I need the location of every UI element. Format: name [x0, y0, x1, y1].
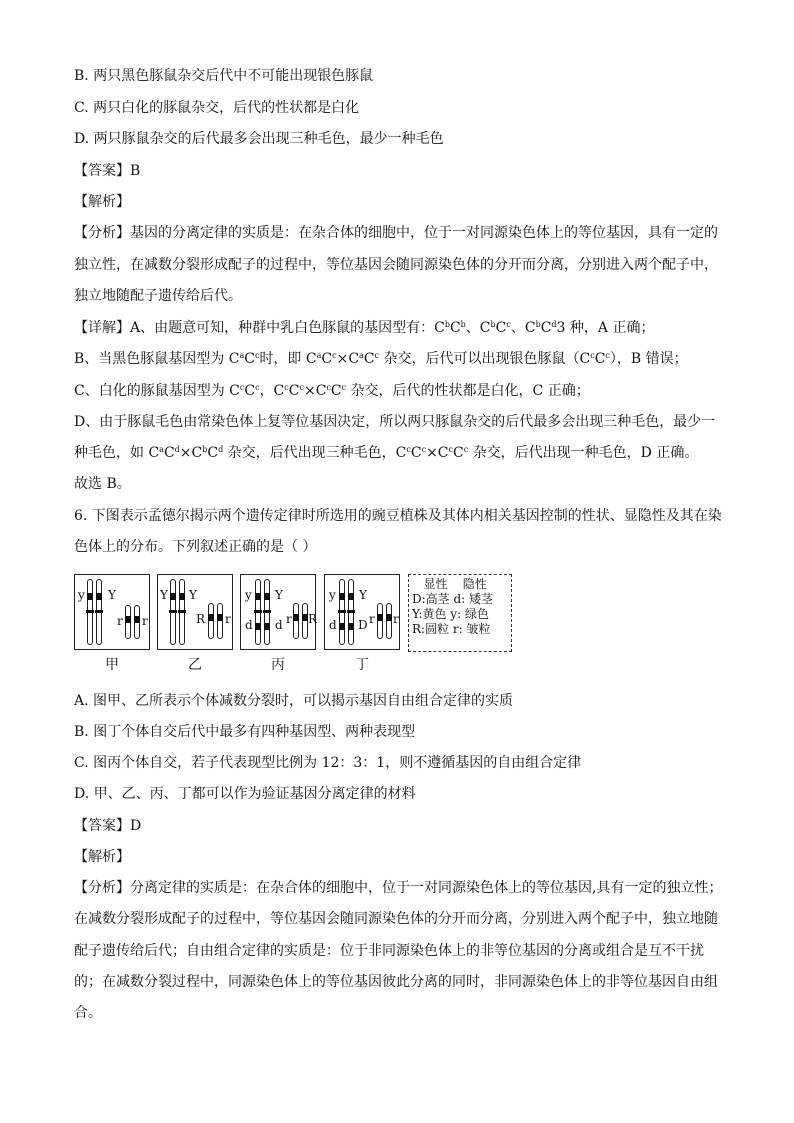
q6-option-c: C. 图丙个体自交，若子代表现型比例为 12：3：1，则不遵循基因的自由组合定律 [74, 755, 582, 771]
legend-dominant-header: 显性 [423, 577, 448, 591]
legend-row-y: Y:黄色 y: 绿色 [412, 607, 489, 621]
panel-yi: Y Y R r [157, 574, 233, 650]
q5-fenxi-line3: 独立地随配子遗传给后代。 [74, 288, 242, 304]
q6-option-b: B. 图丁个体自交后代中最多有四种基因型、两种表现型 [74, 724, 416, 740]
legend-header [412, 577, 511, 592]
q6-fenxi-line1: 【分析】分离定律的实质是：在杂合体的细胞中，位于一对同源染色体上的等位基因,具有一定的独立性； [74, 880, 723, 896]
q5-xiangjie-b: B、当黑色豚鼠基因型为 $C^aC^c$时，即 $C^aC^c\times C^aC^c$ 杂交，后代可以出现银色豚鼠$(C^cC^c)$，B 错误； [74, 351, 688, 367]
q5-fenxi-line1: 【分析】基因的分离定律的实质是：在杂合体的细胞中，位于一对同源染色体上的等位基因，具有一定的 [74, 225, 718, 241]
q6-fenxi-line2: 在减数分裂形成配子的过程中，等位基因会随同源染色体的分开而分离，分别进入两个配子中，独立地随 [74, 911, 718, 927]
q5-answer: 【答案】B [74, 163, 141, 179]
panel-jia: y Y r r [74, 574, 150, 650]
q5-xiangjie-d2-text: 种毛色，如 C [74, 445, 160, 461]
q5-conclusion: 故选 B。 [74, 476, 131, 492]
q5-xiangjie-b-text: B、当黑色豚鼠基因型为 C [74, 351, 240, 367]
panel-label-yi: 乙 [188, 657, 202, 673]
legend-row-d: D:高茎 d: 矮茎 [412, 592, 494, 606]
q5-xiangjie-d1: D、由于豚鼠毛色由常染色体上复等位基因决定，所以两只豚鼠杂交的后代最多会出现三种毛色，最少一 [74, 414, 716, 430]
panel-label-ding: 丁 [355, 657, 369, 673]
q5-option-b: B. 两只黑色豚鼠杂交后代中不可能出现银色豚鼠 [74, 68, 374, 84]
q6-stem-line1: 6. 下图表示孟德尔揭示两个遗传定律时所选用的豌豆植株及其体内相关基因控制的性状、显隐性及其在染 [74, 508, 722, 524]
q5-xiangjie-c-text: C、白化的豚鼠基因型为 C [74, 383, 240, 399]
q6-analysis-title: 【解析】 [74, 849, 130, 865]
q5-option-d: D. 两只豚鼠杂交的后代最多会出现三种毛色，最少一种毛色 [74, 131, 444, 147]
q6-stem-line2: 色体上的分布。下列叙述正确的是（ ） [74, 539, 317, 555]
legend-recessive-header: 隐性 [462, 577, 487, 591]
q5-xiangjie-a-text: 【详解】A、由题意可知，种群中乳白色豚鼠的基因型有：C [74, 320, 445, 336]
q5-analysis-title: 【解析】 [74, 194, 130, 210]
chromosome-figure [74, 574, 514, 672]
q6-fenxi-line3: 配子遗传给后代；自由组合定律的实质是：位于非同源染色体上的非等位基因的分离或组合是互不干扰 [74, 943, 704, 959]
panel-ding: y d Y D r r [324, 574, 400, 650]
q5-option-c: C. 两只白化的豚鼠杂交，后代的性状都是白化 [74, 100, 360, 116]
q6-answer: 【答案】D [74, 818, 142, 834]
q5-xiangjie-c: C、白化的豚鼠基因型为 $C^cC^c$，$C^cC^c\times C^cC^c$ 杂交，后代的性状都是白化，C 正确； [74, 383, 590, 399]
panel-bing: y d Y d r R [240, 574, 316, 650]
q6-fenxi-line5: 合。 [74, 1005, 102, 1021]
q6-option-d: D. 甲、乙、丙、丁都可以作为验证基因分离定律的材料 [74, 786, 416, 802]
q6-fenxi-line4: 的；在减数分裂过程中，同源染色体上的等位基因彼此分离的同时，非同源染色体上的非等位基因自由组 [74, 974, 718, 990]
q5-xiangjie-d2: 种毛色，如 $C^aC^d\times C^bC^d$ 杂交，后代出现三种毛色，$C^cC^c\times C^cC^c$ 杂交，后代出现一种毛色，D 正确。 [74, 445, 699, 461]
q5-fenxi-line2: 独立性，在减数分裂形成配子的过程中，等位基因会随同源染色体的分开而分离，分别进入两个配子中， [74, 257, 718, 273]
q5-xiangjie-a: 【详解】A、由题意可知，种群中乳白色豚鼠的基因型有：$C^bC^b$、$C^bC^c$、$C^bC^d3$ 种，A 正确； [74, 320, 655, 336]
panel-label-jia: 甲 [105, 657, 119, 673]
q6-option-a: A. 图甲、乙所表示个体减数分裂时，可以揭示基因自由组合定律的实质 [74, 693, 514, 709]
legend-box [408, 574, 512, 652]
panel-label-bing: 丙 [271, 657, 285, 673]
legend-row-r: R:圆粒 r: 皱粒 [412, 622, 491, 636]
